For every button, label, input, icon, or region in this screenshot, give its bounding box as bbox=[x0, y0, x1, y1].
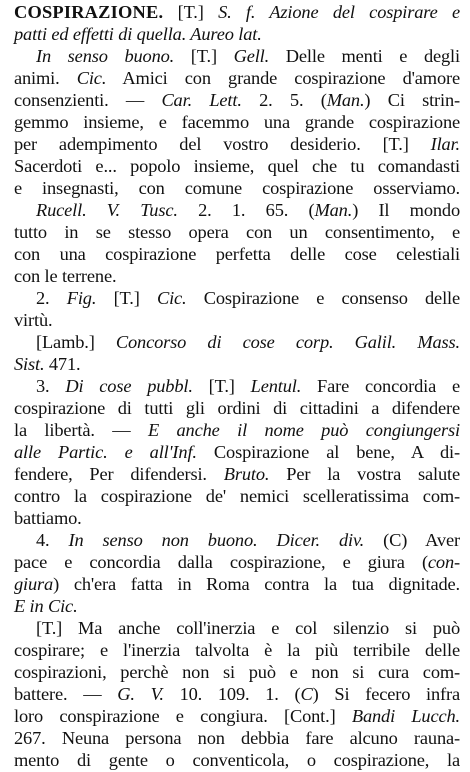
entry-line bbox=[14, 660, 460, 684]
text-segment: ) ch'era fatta in Roma contra la tua dignitade. bbox=[53, 574, 460, 594]
text-segment: mento di gente o conventicola, o cospirazione, la bbox=[14, 750, 460, 770]
text-segment: 471. bbox=[44, 354, 81, 374]
text-segment: cospirare; e l'inerzia talvolta è la più terribile delle bbox=[14, 640, 460, 660]
entry-line bbox=[14, 638, 460, 662]
text-segment: Lentul. bbox=[250, 376, 302, 396]
entry-line bbox=[14, 682, 460, 706]
text-segment: contro la cospirazione de' nemici scelleratissima com- bbox=[14, 486, 460, 506]
text-segment: ) Il mondo bbox=[352, 200, 460, 220]
entry-line bbox=[14, 154, 460, 178]
entry-line bbox=[14, 440, 460, 464]
entry-line bbox=[14, 264, 460, 288]
text-segment: alle Partic. e all'Inf. bbox=[14, 442, 197, 462]
text-segment: Amici con grande cospirazione d'amore bbox=[106, 68, 460, 88]
text-segment: In senso buono. bbox=[36, 46, 175, 66]
text-segment: Man. bbox=[314, 200, 353, 220]
text-segment: la libertà. — bbox=[14, 420, 148, 440]
text-segment: (C) Aver bbox=[364, 530, 460, 550]
text-segment: [T.] bbox=[174, 46, 234, 66]
headword: COSPIRAZIONE. bbox=[14, 2, 164, 22]
text-segment: [T.] bbox=[163, 2, 219, 22]
text-segment: 2. 1. 65. ( bbox=[177, 200, 315, 220]
entry-line bbox=[14, 396, 460, 420]
text-segment: C bbox=[300, 684, 313, 704]
text-segment: Per la vostra salute bbox=[269, 464, 460, 484]
entry-line bbox=[14, 176, 460, 200]
text-segment: Delle menti e degli bbox=[269, 46, 460, 66]
text-segment: Fig. bbox=[66, 288, 97, 308]
entry-line bbox=[36, 198, 460, 222]
text-segment: virtù. bbox=[14, 310, 53, 330]
entry-line bbox=[14, 0, 460, 24]
text-segment: tutto in se stesso opera con un consentimento, e bbox=[14, 222, 460, 242]
text-segment: In senso non buono. Dicer. div. bbox=[68, 530, 365, 550]
text-segment: cospirazioni, perchè non si può e non si cura com- bbox=[14, 662, 460, 682]
entry-line bbox=[36, 330, 460, 354]
text-segment: G. V. bbox=[117, 684, 164, 704]
entry-line bbox=[14, 242, 460, 266]
entry-line bbox=[36, 286, 460, 310]
text-segment: 2. bbox=[36, 288, 67, 308]
text-segment: 3. bbox=[36, 376, 66, 396]
text-segment: battere. — bbox=[14, 684, 118, 704]
text-segment: animi. bbox=[14, 68, 77, 88]
entry-line bbox=[36, 528, 460, 552]
entry-line bbox=[36, 616, 460, 640]
entry-line bbox=[14, 484, 460, 508]
text-segment: Di cose pubbl. bbox=[65, 376, 193, 396]
text-segment: ) Si fecero infra bbox=[312, 684, 461, 704]
text-segment: E anche il nome può congiungersi bbox=[147, 420, 460, 440]
entry-line bbox=[14, 462, 460, 486]
text-segment: Ilar. bbox=[430, 134, 460, 154]
text-segment: con- bbox=[427, 552, 460, 572]
text-segment: [T.] bbox=[192, 376, 251, 396]
text-segment: [Lamb.] bbox=[36, 332, 116, 352]
text-segment: consenzienti. — bbox=[14, 90, 162, 110]
text-segment: E in Cic. bbox=[14, 596, 78, 616]
text-segment: ) Ci strin- bbox=[364, 90, 461, 110]
entry-line bbox=[14, 550, 460, 574]
entry-line bbox=[14, 88, 460, 112]
text-segment: Sist. bbox=[14, 354, 45, 374]
text-segment: loro conspirazione e congiura. [Cont.] bbox=[14, 706, 352, 726]
entry-line bbox=[14, 748, 460, 772]
entry-line bbox=[14, 132, 460, 156]
entry-line bbox=[14, 352, 460, 376]
text-segment: 2. 5. ( bbox=[241, 90, 327, 110]
text-segment: gemmo insieme, e facemmo una grande cospirazione bbox=[14, 112, 460, 132]
text-segment: cospirazione di tutti gli ordini di cittadini a difendere bbox=[14, 398, 460, 418]
text-segment: Cospirazione al bene, A di- bbox=[196, 442, 460, 462]
entry-line bbox=[14, 66, 460, 90]
text-segment: Sacerdoti e... popolo insieme, quel che tu comandasti bbox=[14, 156, 460, 176]
text-segment: Cic. bbox=[156, 288, 187, 308]
text-segment: Cospirazione e consenso delle bbox=[186, 288, 460, 308]
entry-line bbox=[14, 704, 460, 728]
entry-line bbox=[14, 506, 460, 530]
text-segment: 10. 109. 1. ( bbox=[163, 684, 301, 704]
text-segment: fendere, Per difendersi. bbox=[14, 464, 224, 484]
text-segment: Man. bbox=[326, 90, 365, 110]
text-segment: 267. Neuna persona non debbia fare alcuno rauna- bbox=[14, 728, 460, 748]
entry-line bbox=[14, 110, 460, 134]
text-segment: Car. Lett. bbox=[161, 90, 242, 110]
entry-line bbox=[14, 572, 460, 596]
entry-line bbox=[14, 308, 460, 332]
text-segment: Bruto. bbox=[223, 464, 270, 484]
entry-line bbox=[14, 418, 460, 442]
text-segment: Cic. bbox=[76, 68, 107, 88]
entry-line bbox=[36, 44, 460, 68]
entry-line bbox=[14, 22, 460, 46]
text-segment: per adempimento del vostro desiderio. [T.] bbox=[14, 134, 431, 154]
text-segment: [T.] bbox=[96, 288, 157, 308]
entry-line bbox=[14, 726, 460, 750]
text-segment: Gell. bbox=[233, 46, 270, 66]
text-segment: 4. bbox=[36, 530, 69, 550]
text-segment: giura bbox=[14, 574, 54, 594]
text-segment: pace e concordia dalla cospirazione, e giura ( bbox=[14, 552, 428, 572]
text-segment: Concorso di cose corp. Galil. Mass. bbox=[115, 332, 460, 352]
entry-line bbox=[36, 374, 460, 398]
text-segment: e insegnasti, con comune cospirazione osserviamo. bbox=[14, 178, 460, 198]
text-segment: Fare concordia e bbox=[301, 376, 460, 396]
entry-line bbox=[14, 594, 460, 618]
text-segment: battiamo. bbox=[14, 508, 82, 528]
entry-line bbox=[14, 220, 460, 244]
text-segment: Rucell. V. Tusc. bbox=[36, 200, 178, 220]
text-segment: patti ed effetti di quella. Aureo lat. bbox=[14, 24, 262, 44]
text-segment: Bandi Lucch. bbox=[351, 706, 460, 726]
text-segment: [T.] Ma anche coll'inerzia e col silenzio si può bbox=[36, 618, 460, 638]
text-segment: con una cospirazione perfetta delle cose celestiali bbox=[14, 244, 460, 264]
text-segment: S. f. Azione del cospirare e bbox=[218, 2, 460, 22]
text-segment: con le terrene. bbox=[14, 266, 117, 286]
